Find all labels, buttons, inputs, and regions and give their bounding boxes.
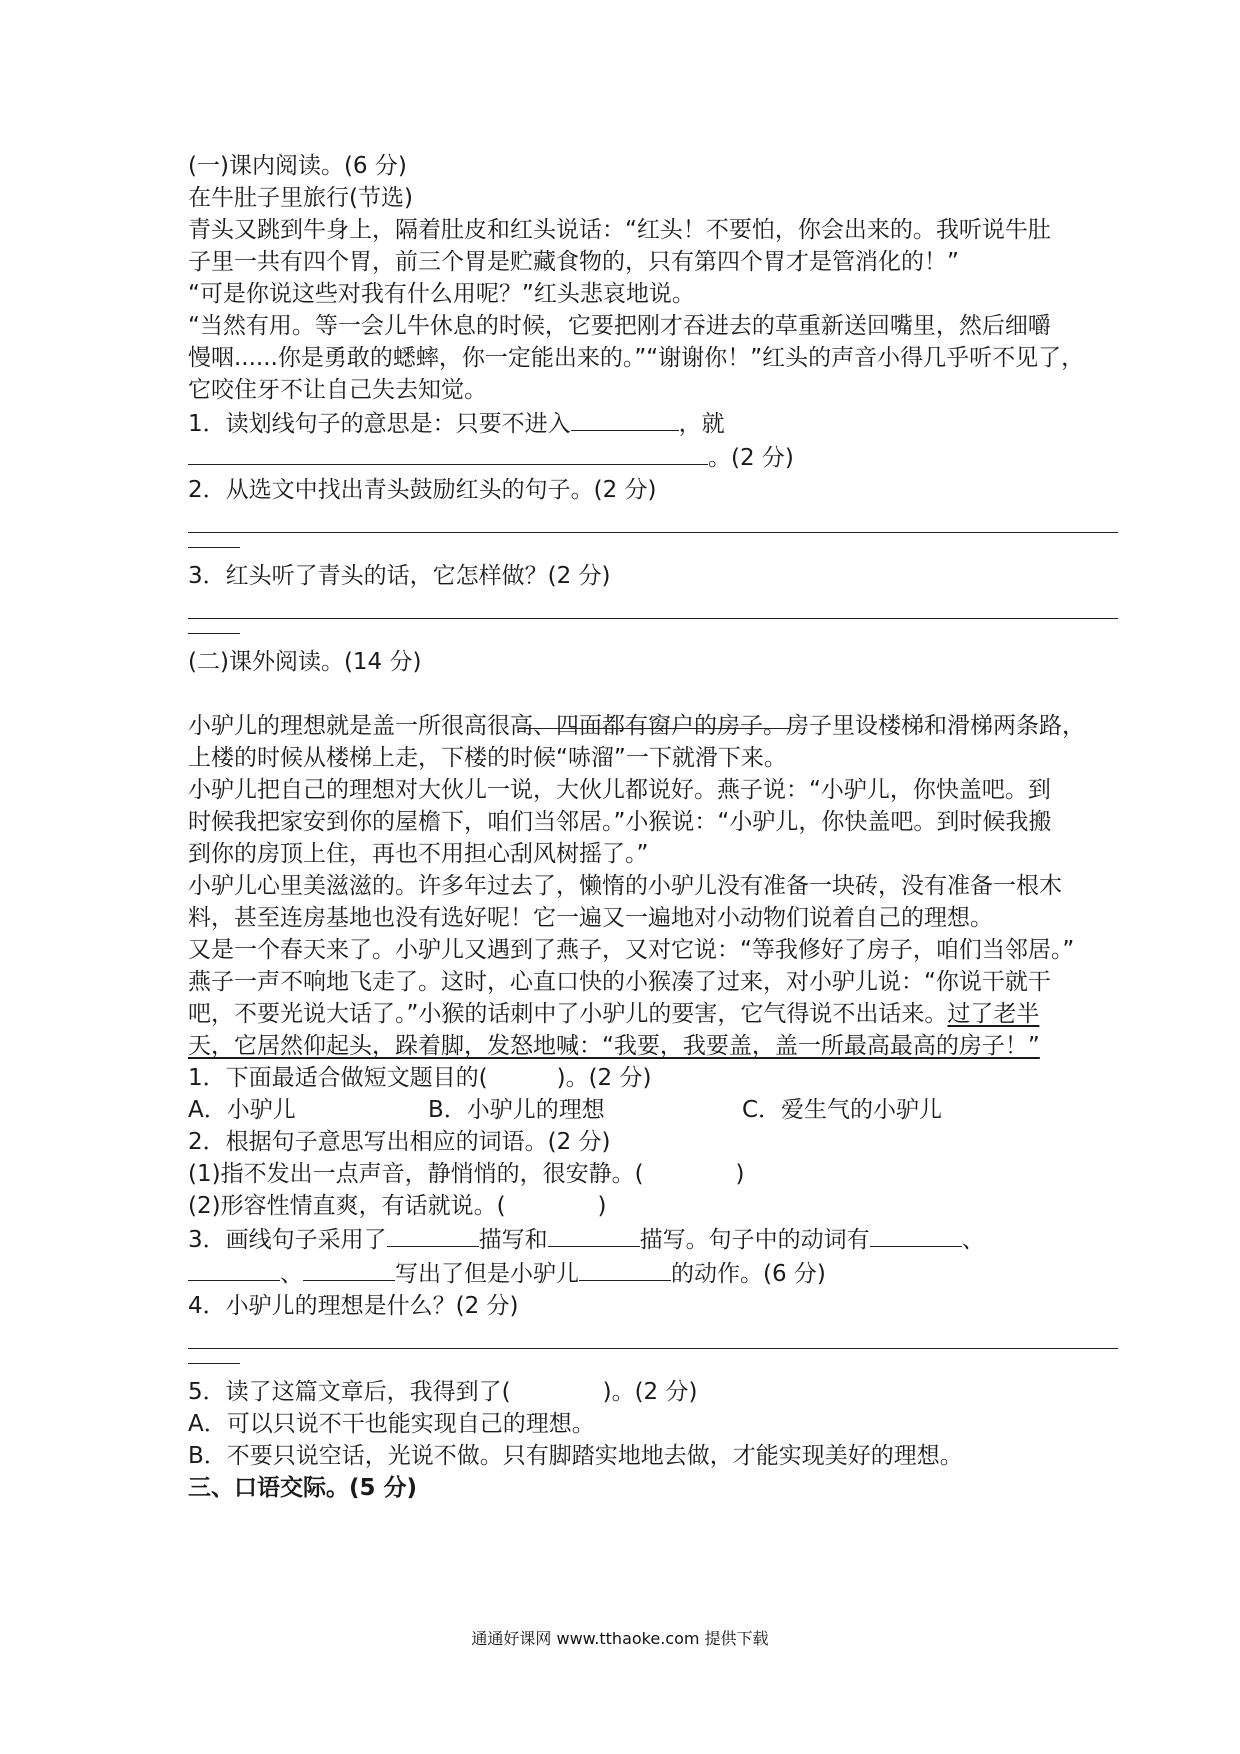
answer-line[interactable] <box>188 1326 1118 1349</box>
answer-line[interactable] <box>188 510 1118 533</box>
question-2-item-1: (1)指不发出一点声音，静悄悄的，很安静。( ) <box>188 1161 745 1187</box>
question-3: 3．画线句子采用了 描写和 描写。句子中的动词有 、 <box>188 1222 1118 1256</box>
question-4: 4．小驴儿的理想是什么？(2 分) <box>188 1293 519 1319</box>
passage-line: 小驴儿心里美滋滋的。许多年过去了，懒惰的小驴儿没有准备一块砖，没有准备一根木 <box>188 873 1062 899</box>
question-1-options <box>188 1094 1118 1126</box>
answer-blank[interactable] <box>579 1256 671 1281</box>
question-1: 1．读划线句子的意思是：只要不进入 ，就 <box>188 406 1118 440</box>
question-2-item-2: (2)形容性情直爽，有话就说。( ) <box>188 1193 607 1219</box>
passage-line: 小驴儿把自己的理想对大伙儿一说，大伙儿都说好。燕子说：“小驴儿，你快盖吧。到 <box>188 777 1051 803</box>
option-a[interactable]: A．小驴儿 <box>188 1097 296 1123</box>
section-3-title: 三、口语交际。(5 分) <box>188 1475 418 1501</box>
passage-line: 它咬住牙不让自己失去知觉。 <box>188 377 487 403</box>
passage-line: 燕子一声不响地飞走了。这时，心直口快的小猴凑了过来，对小驴儿说：“你说干就干 <box>188 969 1051 995</box>
option-b[interactable]: B．不要只说空话，光说不做。只有脚踏实地地去做，才能实现美好的理想。 <box>188 1443 963 1469</box>
passage-line: 青头又跳到牛身上，隔着肚皮和红头说话：“红头！不要怕，你会出来的。我听说牛肚 <box>188 217 1051 243</box>
underlined-sentence: 天，它居然仰起头，跺着脚，发怒地喊：“我要，我要盖，盖一所最高最高的房子！” <box>188 1033 1040 1059</box>
underlined-sentence: 过了老半 <box>947 1001 1040 1027</box>
passage-line: 到你的房顶上住，再也不用担心刮风树摇了。” <box>188 841 649 867</box>
passage-line: 慢咽......你是勇敢的蟋蟀，你一定能出来的。”“谢谢你！”红头的声音小得几乎听不见了， <box>188 345 1085 371</box>
exam-page <box>188 150 1118 1504</box>
question-1-cont: 。(2 分) <box>188 440 1118 474</box>
answer-line-stub[interactable] <box>188 619 240 634</box>
answer-line-stub[interactable] <box>188 1349 240 1364</box>
passage-line: “当然有用。等一会儿牛休息的时候，它要把刚才吞进去的草重新送回嘴里，然后细嚼 <box>188 313 1051 339</box>
passage-line: 上楼的时候从楼梯上走，下楼的时候“哧溜”一下就滑下来。 <box>188 745 787 771</box>
answer-blank[interactable] <box>548 1222 640 1247</box>
title-answer-line[interactable] <box>518 728 790 729</box>
answer-line-stub[interactable] <box>188 533 240 548</box>
answer-blank[interactable] <box>870 1222 962 1247</box>
question-1: 1．下面最适合做短文题目的( )。(2 分) <box>188 1065 652 1091</box>
option-c[interactable]: C．爱生气的小驴儿 <box>742 1097 943 1123</box>
article-title: 在牛肚子里旅行(节选) <box>188 185 413 211</box>
answer-blank[interactable] <box>303 1256 395 1281</box>
answer-blank[interactable] <box>571 406 679 431</box>
question-5: 5．读了这篇文章后，我得到了( )。(2 分) <box>188 1379 698 1405</box>
question-3-cont: 、 写出了但是小驴儿 的动作。(6 分) <box>188 1256 1118 1290</box>
question-2: 2．从选文中找出青头鼓励红头的句子。(2 分) <box>188 477 657 503</box>
passage-line: 又是一个春天来了。小驴儿又遇到了燕子，又对它说：“等我修好了房子，咱们当邻居。” <box>188 937 1075 963</box>
answer-blank[interactable] <box>387 1222 479 1247</box>
section-2-title: (二)课外阅读。(14 分) <box>188 649 422 675</box>
option-a[interactable]: A．可以只说不干也能实现自己的理想。 <box>188 1411 595 1437</box>
passage-line: 料，甚至连房基地也没有选好呢！它一遍又一遍地对小动物们说着自己的理想。 <box>188 905 993 931</box>
title-blank-space <box>188 678 1118 710</box>
passage-line: “可是你说这些对我有什么用呢？”红头悲哀地说。 <box>188 281 695 307</box>
answer-blank[interactable] <box>188 1256 280 1281</box>
answer-line[interactable] <box>188 596 1118 619</box>
passage-line: 吧，不要光说大话了。”小猴的话刺中了小驴儿的要害，它气得说不出话来。过了老半 <box>188 1001 1040 1027</box>
question-3: 3．红头听了青头的话，它怎样做？(2 分) <box>188 563 611 589</box>
passage-line: 子里一共有四个胃，前三个胃是贮藏食物的，只有第四个胃才是管消化的！” <box>188 249 959 275</box>
section-1-title: (一)课内阅读。(6 分) <box>188 153 407 179</box>
answer-blank[interactable] <box>188 440 708 465</box>
question-2: 2．根据句子意思写出相应的词语。(2 分) <box>188 1129 611 1155</box>
passage-line: 时候我把家安到你的屋檐下，咱们当邻居。”小猴说：“小驴儿，你快盖吧。到时候我搬 <box>188 809 1052 835</box>
option-b[interactable]: B．小驴儿的理想 <box>428 1097 605 1123</box>
passage-line: 小驴儿的理想就是盖一所很高很高、四面都有窗户的房子。房子里设楼梯和滑梯两条路， <box>188 713 1085 739</box>
footer-credit: 通通好课网 www.tthaoke.com 提供下载 <box>471 1629 769 1648</box>
